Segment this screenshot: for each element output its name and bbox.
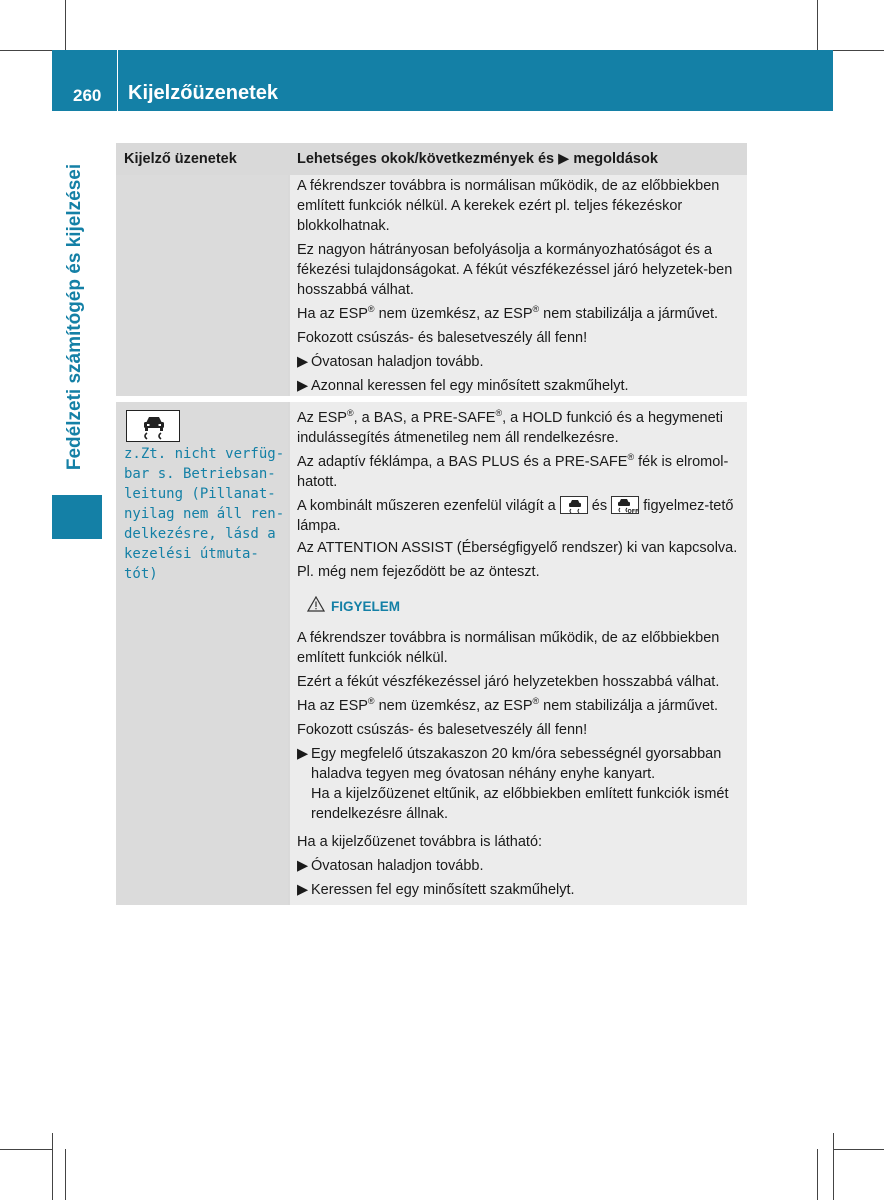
esp-skid-icon — [560, 496, 588, 514]
crop-mark — [833, 50, 884, 51]
page-number: 260 — [73, 86, 102, 105]
paragraph: Az ATTENTION ASSIST (Éberségfigyelő rendszer) ki van kapcsolva. — [297, 540, 738, 556]
paragraph: A fékrendszer továbbra is normálisan működik, de az előbbiekben említett funkciók nélkül. — [297, 630, 720, 666]
bullet-item: ▶ Azonnal keressen fel egy minősített szakműhelyt. — [297, 378, 629, 394]
bullet-item: ▶ Egy megfelelő útszakaszon 20 km/óra sebességnél gyorsabban haladva tegyen meg óvatosan néhány enyhe kanyart. Ha a kijelzőüzenet eltűnik, az előbbiekben említett funkciók ismét rendelkezésre állnak. — [297, 746, 729, 822]
paragraph: Ha a kijelzőüzenet továbbra is látható: — [297, 834, 543, 850]
paragraph: Ha az ESP® nem üzemkész, az ESP® nem stabilizálja a járművet. — [297, 696, 719, 714]
warning-triangle-icon — [307, 596, 325, 618]
paragraph: A kombinált műszeren ezenfelül világít a és OFF figyelmez-tető lámpa. — [297, 498, 734, 534]
crop-mark — [0, 1149, 52, 1150]
chapter-side-title: Fedélzeti számítógép és kijelzései — [64, 163, 85, 471]
bullet-arrow-icon: ▶ — [297, 858, 309, 874]
paragraph: Fokozott csúszás- és balesetveszély áll fenn! — [297, 330, 588, 346]
messages-table — [116, 143, 747, 905]
paragraph: Az adaptív féklámpa, a BAS PLUS és a PRE-SAFE® fék is elromol-hatott. — [297, 452, 729, 490]
warning-heading — [307, 596, 743, 618]
bullet-arrow-icon: ▶ — [297, 378, 309, 394]
warning-title: FIGYELEM — [331, 599, 401, 614]
table-row-1-content — [297, 176, 743, 400]
paragraph: A fékrendszer továbbra is normálisan működik, de az előbbiekben említett funkciók nélkül. A kerekek ezért pl. teljes fékezéskor blokkolhatnak. — [297, 178, 720, 234]
bullet-arrow-icon: ▶ — [297, 746, 309, 762]
bullet-item: ▶ Óvatosan haladjon tovább. — [297, 858, 484, 874]
crop-mark — [833, 1133, 834, 1200]
svg-text:OFF: OFF — [627, 509, 639, 515]
side-tab-marker — [52, 495, 102, 539]
bullet-item: ▶ Keressen fel egy minősített szakműhelyt. — [297, 882, 575, 898]
crop-mark — [65, 0, 66, 50]
header-divider — [117, 50, 118, 111]
page-title: Kijelzőüzenetek — [128, 82, 279, 104]
table-cell-display-row1 — [116, 175, 288, 396]
paragraph: Fokozott csúszás- és balesetveszély áll fenn! — [297, 722, 588, 738]
column-header-display-messages: Kijelző üzenetek — [116, 143, 288, 175]
crop-mark — [833, 1149, 884, 1150]
bullet-arrow-icon: ▶ — [297, 882, 309, 898]
column-header-causes-solutions: Lehetséges okok/következmények és ▶ megoldások — [290, 143, 747, 175]
crop-mark — [65, 1149, 66, 1200]
paragraph: Ezért a fékút vészfékezéssel járó helyzetekben hosszabbá válhat. — [297, 674, 720, 690]
paragraph: Ez nagyon hátrányosan befolyásolja a kormányozhatóságot és a fékezési tulajdonságokat. A fékút vészfékezéssel járó helyzetek-ben hosszabbá válhat. — [297, 242, 733, 298]
display-message-text: z.Zt. nicht verfüg- bar s. Betriebsan- leitung (Pillanat- nyilag nem áll ren- delkezésre, lásd a kezelési útmuta- tót) — [124, 446, 285, 582]
esp-off-icon — [611, 496, 639, 514]
paragraph: Ha az ESP® nem üzemkész, az ESP® nem stabilizálja a járművet. — [297, 304, 719, 322]
crop-mark — [817, 0, 818, 50]
crop-mark — [52, 1133, 53, 1200]
paragraph: Az ESP®, a BAS, a PRE-SAFE®, a HOLD funkció és a hegymeneti indulássegítés átmenetileg nem áll rendelkezésre. — [297, 408, 723, 446]
crop-mark — [817, 1149, 818, 1200]
bullet-arrow-icon: ▶ — [297, 354, 309, 370]
crop-mark — [0, 50, 52, 51]
paragraph: Pl. még nem fejeződött be az önteszt. — [297, 564, 540, 580]
esp-skid-icon — [126, 410, 180, 442]
bullet-item: ▶ Óvatosan haladjon tovább. — [297, 354, 484, 370]
table-row-2-content — [297, 408, 743, 904]
